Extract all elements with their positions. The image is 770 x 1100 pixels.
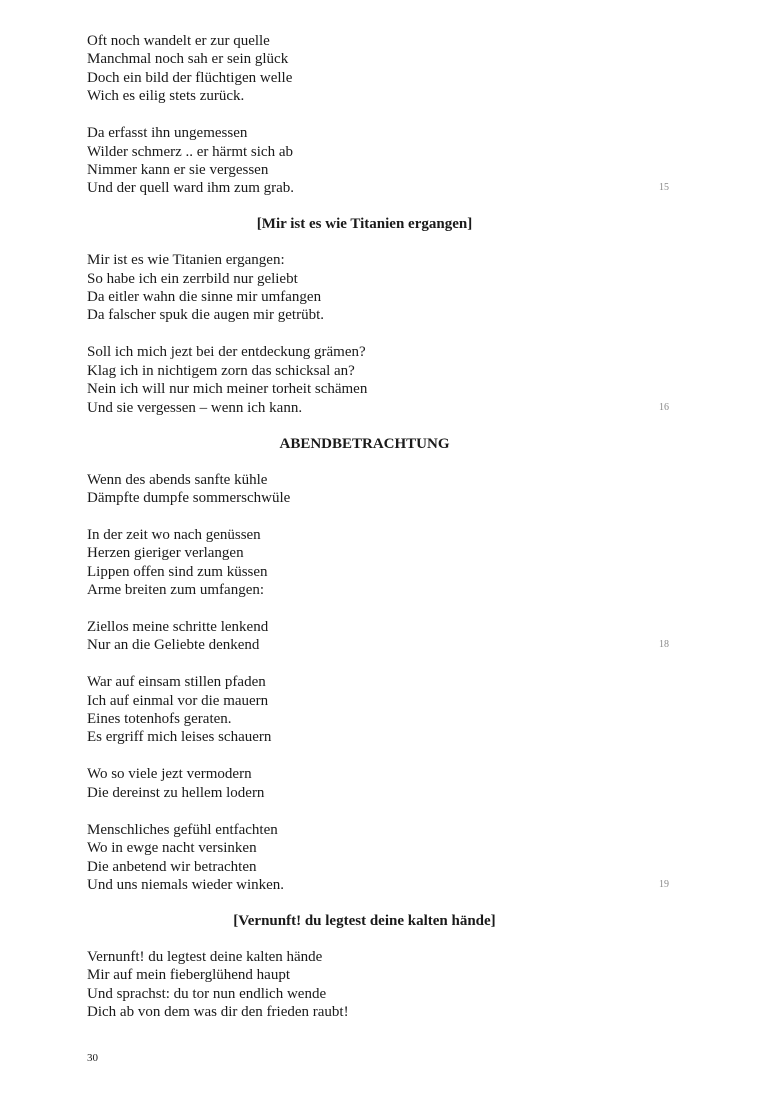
verse-line: Und sie vergessen – wenn ich kann. — [87, 399, 303, 416]
stanza — [87, 948, 687, 1022]
verse-line: Dich ab von dem was dir den frieden raubt! — [87, 1004, 349, 1021]
verse-line: Eines totenhofs geraten. — [87, 711, 232, 728]
verse-line: Die anbetend wir betrachten — [87, 858, 257, 875]
verse-line: Da eitler wahn die sinne mir umfangen — [87, 289, 322, 306]
verse-line: Soll ich mich jezt bei der entdeckung grämen? — [87, 344, 366, 361]
verse-line: Und der quell ward ihm zum grab. — [87, 180, 295, 197]
verse-line: Vernunft! du legtest deine kalten hände — [87, 948, 323, 965]
poem-title: ABENDBETRACHTUNG — [279, 435, 450, 452]
verse-line: Ziellos meine schritte lenkend — [87, 618, 269, 635]
verse-line: Wilder schmerz .. er härmt sich ab — [87, 143, 293, 160]
stanza — [87, 343, 687, 417]
poem-content — [87, 32, 687, 1040]
verse-line: Nimmer kann er sie vergessen — [87, 161, 269, 178]
verse-line: Da erfasst ihn ungemessen — [87, 125, 248, 142]
poem-title: [Mir ist es wie Titanien ergangen] — [256, 216, 473, 233]
verse-line: Nein ich will nur mich meiner torheit schämen — [87, 381, 368, 398]
stanza — [87, 673, 687, 747]
verse-line: War auf einsam stillen pfaden — [87, 674, 266, 691]
verse-line: Klag ich in nichtigem zorn das schicksal an? — [87, 362, 355, 379]
stanza — [87, 821, 687, 895]
verse-line: Wo so viele jezt vermodern — [87, 766, 252, 783]
verse-line: Lippen offen sind zum küssen — [87, 563, 268, 580]
verse-line: Die dereinst zu hellem lodern — [87, 784, 265, 801]
verse-line: Mir auf mein fieberglühend haupt — [87, 967, 290, 984]
verse-line: Manchmal noch sah er sein glück — [87, 51, 289, 68]
stanza — [87, 526, 687, 600]
verse-line: Es ergriff mich leises schauern — [87, 729, 272, 746]
margin-marker: 18 — [659, 639, 669, 651]
margin-marker: 15 — [659, 182, 669, 194]
stanza — [87, 32, 687, 106]
verse-line: Wenn des abends sanfte kühle — [87, 471, 268, 488]
stanza — [87, 251, 687, 325]
verse-line: So habe ich ein zerrbild nur geliebt — [87, 270, 298, 287]
verse-line: Doch ein bild der flüchtigen welle — [87, 69, 293, 86]
stanza — [87, 618, 687, 655]
verse-line: Arme breiten zum umfangen: — [87, 582, 265, 599]
verse-line: Wo in ewge nacht versinken — [87, 840, 257, 857]
verse-line: Dämpfte dumpfe sommerschwüle — [87, 489, 291, 506]
verse-line: Menschliches gefühl entfachten — [87, 821, 278, 838]
verse-line: Und sprachst: du tor nun endlich wende — [87, 985, 327, 1002]
verse-line: Mir ist es wie Titanien ergangen: — [87, 252, 285, 269]
verse-line: Da falscher spuk die augen mir getrübt. — [87, 307, 325, 324]
verse-line: In der zeit wo nach genüssen — [87, 526, 261, 543]
verse-line: Ich auf einmal vor die mauern — [87, 692, 269, 709]
margin-marker: 19 — [659, 878, 669, 890]
stanza — [87, 765, 687, 802]
verse-line: Herzen gieriger verlangen — [87, 545, 244, 562]
page-number: 30 — [87, 1052, 98, 1064]
margin-marker: 16 — [659, 401, 669, 413]
stanza — [87, 471, 687, 508]
verse-line: Und uns niemals wieder winken. — [87, 876, 285, 893]
stanza — [87, 124, 687, 198]
poem-title: [Vernunft! du legtest deine kalten hände] — [233, 912, 496, 929]
verse-line: Nur an die Geliebte denkend — [87, 637, 260, 654]
verse-line: Wich es eilig stets zurück. — [87, 88, 245, 105]
verse-line: Oft noch wandelt er zur quelle — [87, 33, 270, 49]
